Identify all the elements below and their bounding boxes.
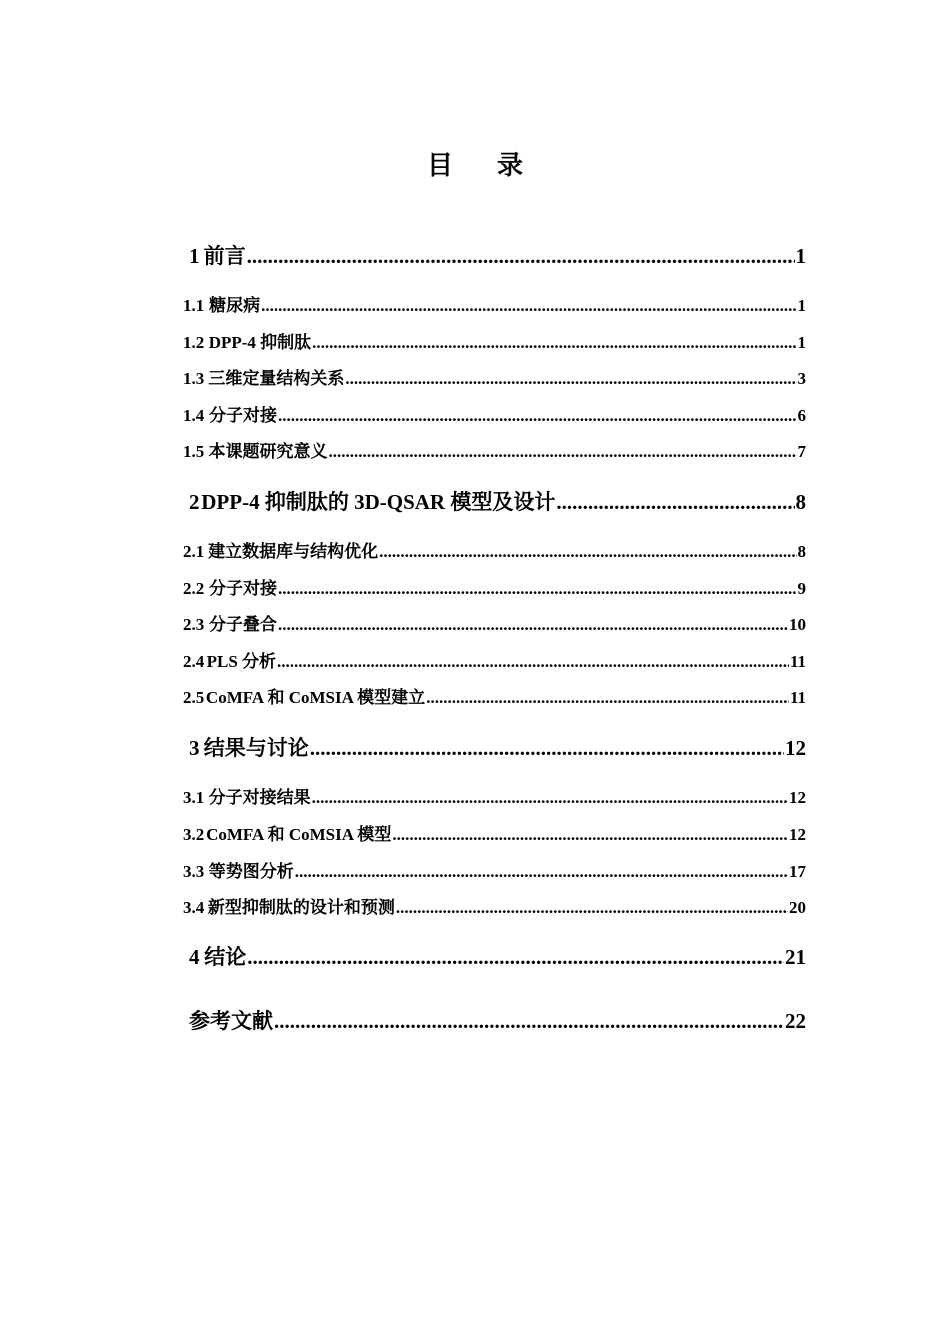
toc-entry-page: 6 — [797, 406, 806, 425]
toc-entry-2[interactable] — [189, 488, 806, 516]
dot-leader — [345, 368, 796, 390]
toc-entry-number: 2.4 — [183, 652, 205, 671]
toc-entry-2-2[interactable] — [183, 578, 806, 600]
toc-entry-label: 分子叠合 — [208, 615, 277, 634]
dot-leader — [247, 943, 784, 971]
toc-entry-page: 9 — [797, 579, 806, 598]
dot-leader — [396, 897, 788, 919]
dot-leader — [312, 787, 788, 809]
toc-entry-number: 3.2 — [183, 825, 205, 844]
toc-entry-number: 1 — [189, 244, 200, 268]
toc-entry-label: 分子对接 — [209, 406, 278, 425]
toc-entry-label: DPP-4 抑制肽 — [208, 333, 312, 352]
dot-leader — [312, 332, 796, 354]
toc-title: 目录 — [426, 151, 567, 180]
toc-entry-number: 2.1 — [183, 542, 205, 561]
toc-entry-label: 等势图分析 — [208, 862, 294, 881]
toc-entry-number: 2.3 — [183, 615, 205, 634]
toc-entry-3-2[interactable] — [183, 824, 806, 846]
toc-entry-1-1[interactable] — [183, 295, 806, 317]
toc-entry-number: 2.2 — [183, 579, 205, 598]
toc-entry-1-5[interactable] — [183, 441, 806, 463]
toc-entry-number: 3 — [189, 736, 200, 760]
toc-entry-page: 12 — [785, 736, 806, 760]
toc-entry-2-5[interactable] — [183, 687, 806, 709]
toc-entry-3[interactable] — [189, 734, 806, 762]
toc-entry-page: 1 — [795, 244, 806, 268]
toc-entry-number: 4 — [189, 945, 200, 969]
toc-entry-3-4[interactable] — [183, 897, 806, 919]
toc-entry-number: 2 — [189, 490, 200, 514]
toc-entry-page: 21 — [785, 945, 806, 969]
toc-entry-label: 分子对接 — [209, 579, 278, 598]
toc-entry-3-1[interactable] — [183, 787, 806, 809]
dot-leader — [295, 861, 788, 883]
toc-entry-2-1[interactable] — [183, 541, 806, 563]
toc-entry-label: 参考文献 — [189, 1009, 273, 1033]
dot-leader — [329, 441, 797, 463]
toc-entry-label: CoMFA 和 CoMSIA 模型 — [206, 825, 392, 844]
toc-entry-number: 1.5 — [183, 442, 205, 461]
toc-entry-number: 1.3 — [183, 369, 205, 388]
toc-entry-page: 8 — [797, 542, 806, 561]
toc-entry-number: 1.4 — [183, 406, 205, 425]
toc-entry-label: 新型抑制肽的设计和预测 — [207, 898, 395, 917]
dot-leader — [310, 734, 784, 762]
toc-entry-page: 12 — [789, 825, 806, 844]
toc-entry-page: 17 — [789, 862, 806, 881]
dot-leader — [278, 578, 796, 600]
toc-entry-4[interactable] — [189, 943, 806, 971]
toc-entry-number: 3.4 — [183, 898, 205, 917]
toc-entry-label: 本课题研究意义 — [208, 442, 328, 461]
toc-entry-2-4[interactable] — [183, 651, 806, 673]
toc-entry-label: 前言 — [203, 244, 246, 268]
dot-leader — [247, 242, 795, 270]
toc-entry-1-3[interactable] — [183, 368, 806, 390]
dot-leader — [274, 1007, 784, 1035]
toc-entry-page: 7 — [797, 442, 806, 461]
toc-entry-label: CoMFA 和 CoMSIA 模型建立 — [205, 688, 426, 707]
dot-leader — [261, 295, 796, 317]
toc-entry-1[interactable] — [189, 242, 806, 270]
toc-entry-page: 20 — [789, 898, 806, 917]
toc-entry-2-3[interactable] — [183, 614, 806, 636]
dot-leader — [277, 651, 789, 673]
dot-leader — [392, 824, 788, 846]
toc-entry-label: 三维定量结构关系 — [208, 369, 345, 388]
toc-entry-page: 10 — [789, 615, 806, 634]
toc-entry-label: 结论 — [204, 945, 247, 969]
dot-leader — [278, 614, 788, 636]
toc-entry-number: 3.3 — [183, 862, 205, 881]
toc-entry-number: 1.1 — [183, 296, 205, 315]
toc-entry-page: 11 — [789, 688, 806, 707]
toc-entry-page: 1 — [797, 296, 806, 315]
dot-leader — [278, 405, 796, 427]
toc-entry-number: 2.5 — [183, 688, 205, 707]
toc-entry-label: 建立数据库与结构优化 — [208, 542, 379, 561]
toc-entry-1-4[interactable] — [183, 405, 806, 427]
toc-entry-page: 12 — [789, 788, 806, 807]
toc-entry-3-3[interactable] — [183, 861, 806, 883]
toc-entry-label: PLS 分析 — [206, 652, 277, 671]
toc-entry-page: 11 — [789, 652, 806, 671]
toc-entry-page: 8 — [795, 490, 806, 514]
toc-entry-label: 分子对接结果 — [208, 788, 311, 807]
toc-entry-1-2[interactable] — [183, 332, 806, 354]
toc-entry-number: 1.2 — [183, 333, 205, 352]
toc-entry-label: 糖尿病 — [209, 296, 261, 315]
toc-entry-page: 3 — [797, 369, 806, 388]
dot-leader — [379, 541, 796, 563]
toc-entry-references[interactable] — [189, 1007, 806, 1035]
toc-entry-number: 3.1 — [183, 788, 205, 807]
toc-entry-label: 结果与讨论 — [203, 736, 309, 760]
toc-entry-page: 1 — [797, 333, 806, 352]
dot-leader — [556, 488, 794, 516]
dot-leader — [426, 687, 789, 709]
toc-entry-label: DPP-4 抑制肽的 3D-QSAR 模型及设计 — [201, 490, 556, 514]
toc-entry-page: 22 — [785, 1009, 806, 1033]
